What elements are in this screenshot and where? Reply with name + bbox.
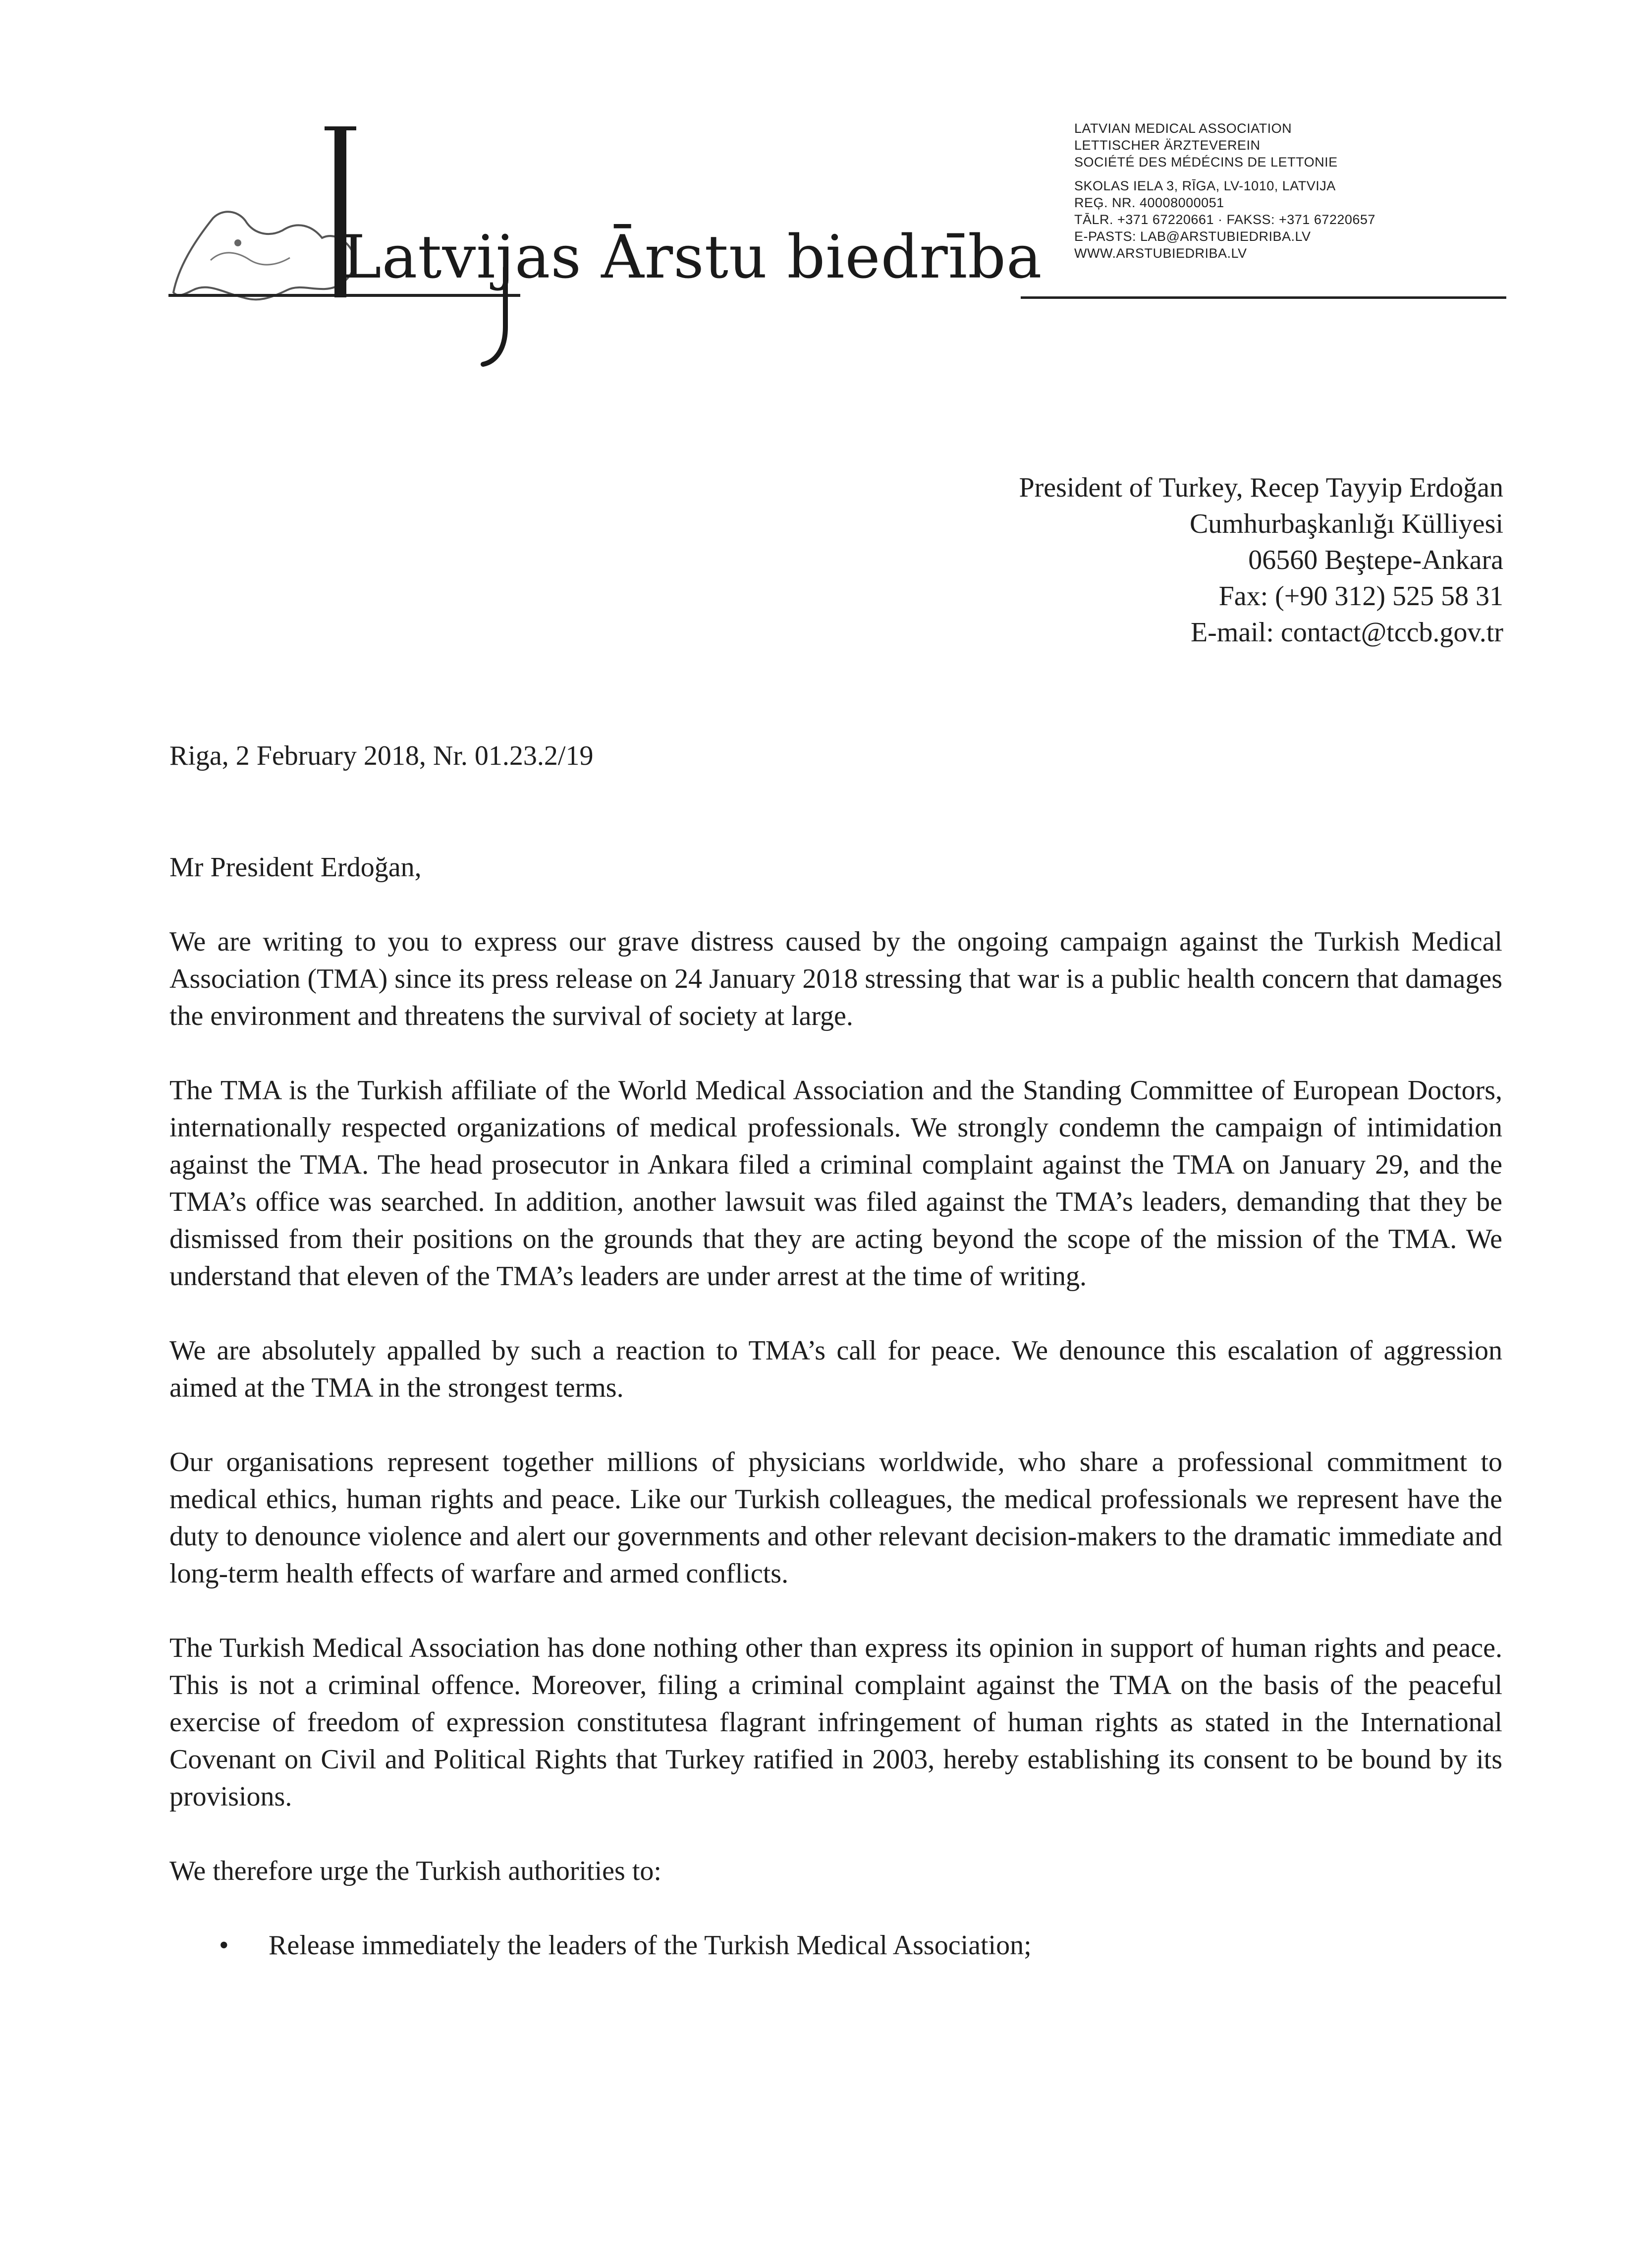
paragraph-3: We are absolutely appalled by such a reaction to TMA’s call for peace. We denounce this escalation of aggression aimed at the TMA in the strongest terms. [169, 1335, 1502, 1403]
letterhead-info [1074, 120, 1520, 262]
paragraph-1: We are writing to you to express our grave distress caused by the ongoing campaign against the Turkish Medical Association (TMA) since its press release on 24 January 2018 stressing that war is a public health concern that damages the environment and threatens the survival of society at large. [169, 926, 1502, 1031]
org-name-de: LETTISCHER ÄRZTEVEREIN [1074, 138, 1261, 153]
org-name-fr: SOCIÉTÉ DES MÉDÉCINS DE LETTONIE [1074, 155, 1338, 170]
salutation: Mr President Erdoğan, [169, 852, 422, 883]
list-item [169, 1927, 1502, 1964]
paragraph-5: The Turkish Medical Association has done nothing other than express its opinion in support of human rights and peace. This is not a criminal offence. Moreover, filing a criminal complaint against the TMA on the basis of the peaceful exercise of freedom of expression constitutesa flagrant infringement of human rights as stated in the International Covenant on Civil and Political Rights that Turkey ratified in 2003, hereby establishing its consent to be bound by its provisions. [169, 1633, 1502, 1812]
recipient-name: President of Turkey, Recep Tayyip Erdoğan [1019, 472, 1503, 503]
org-name-en: LATVIAN MEDICAL ASSOCIATION [1074, 121, 1292, 136]
recipient-office: Cumhurbaşkanlığı Külliyesi [1189, 509, 1503, 539]
dateline: Riga, 2 February 2018, Nr. 01.23.2/19 [169, 740, 594, 771]
email-line: E-PASTS: LAB@ARSTUBIEDRIBA.LV [1074, 229, 1311, 244]
organization-name: Latvijas Ārstu biedrība [342, 223, 1043, 292]
logo-l-serif [325, 126, 356, 130]
recipient-block [1019, 470, 1503, 651]
paragraph-4: Our organisations represent together millions of physicians worldwide, who share a professional commitment to medical ethics, human rights and peace. Like our Turkish colleagues, the medical professionals we represent have the duty to denounce violence and alert our governments and other relevant decision-makers to the dramatic immediate and long-term health effects of warfare and armed conflicts. [169, 1447, 1502, 1589]
paragraph-2: The TMA is the Turkish affiliate of the World Medical Association and the Standing Committee of European Doctors, internationally respected organizations of medical professionals. We strongly condemn the campaign of intimidation against the TMA. The head prosecutor in Ankara filed a criminal complaint against the TMA on January 29, and the TMA’s office was searched. In addition, another lawsuit was filed against the TMA’s leaders, demanding that they be dismissed from their positions on the grounds that they are acting beyond the scope of the mission of the TMA. We understand that eleven of the TMA’s leaders are under arrest at the time of writing. [169, 1075, 1502, 1292]
registration-number: REĢ. NR. 40008000051 [1074, 195, 1224, 210]
demands-list [169, 1927, 1502, 1964]
header-rule [1021, 296, 1506, 299]
recipient-fax: Fax: (+90 312) 525 58 31 [1218, 581, 1503, 612]
latvia-map-inner [211, 253, 290, 265]
logo-dot [234, 239, 241, 246]
phone-fax-line: TĀLR. +371 67220661 · FAKSS: +371 67220657 [1074, 212, 1375, 227]
paragraph-6: We therefore urge the Turkish authorities to: [169, 1856, 661, 1886]
address-line: SKOLAS IELA 3, RĪGA, LV-1010, LATVIJA [1074, 178, 1336, 193]
bullet-icon: • [219, 1930, 229, 1961]
recipient-email: E-mail: contact@tccb.gov.tr [1190, 617, 1503, 648]
latvia-map-outline [173, 212, 355, 299]
letter-body [169, 737, 1502, 1964]
list-item-text: Release immediately the leaders of the Turkish Medical Association; [269, 1930, 1032, 1961]
recipient-city: 06560 Beştepe-Ankara [1248, 545, 1503, 575]
website-line: WWW.ARSTUBIEDRIBA.LV [1074, 246, 1247, 261]
